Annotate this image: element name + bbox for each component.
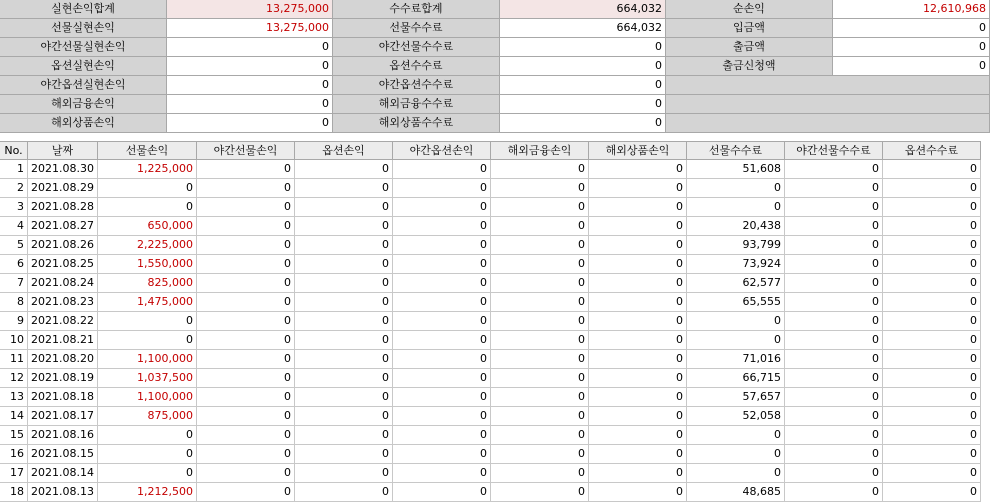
cell-no: 16 [0, 445, 28, 464]
summary-label: 해외금융수수료 [333, 95, 500, 114]
cell-futures-pnl: 2,225,000 [98, 236, 197, 255]
table-row[interactable] [0, 483, 981, 502]
summary-label: 야간선물실현손익 [0, 38, 167, 57]
cell-options-fee: 0 [883, 236, 981, 255]
cell-night-futures-fee: 0 [785, 293, 883, 312]
cell-options-pnl: 0 [295, 179, 393, 198]
summary-value: 0 [500, 57, 666, 76]
cell-date: 2021.08.17 [28, 407, 98, 426]
cell-overseas-commodity-pnl: 0 [589, 274, 687, 293]
cell-night-futures-pnl: 0 [197, 293, 295, 312]
cell-overseas-finance-pnl: 0 [491, 274, 589, 293]
cell-night-futures-fee: 0 [785, 160, 883, 179]
cell-futures-fee: 66,715 [687, 369, 785, 388]
table-row[interactable] [0, 179, 981, 198]
cell-futures-pnl: 0 [98, 331, 197, 350]
cell-overseas-finance-pnl: 0 [491, 255, 589, 274]
cell-night-futures-fee: 0 [785, 312, 883, 331]
cell-night-futures-pnl: 0 [197, 217, 295, 236]
cell-night-futures-fee: 0 [785, 464, 883, 483]
cell-options-fee: 0 [883, 160, 981, 179]
cell-options-fee: 0 [883, 179, 981, 198]
cell-night-futures-fee: 0 [785, 407, 883, 426]
column-header-no[interactable]: No. [0, 141, 28, 160]
table-row[interactable] [0, 255, 981, 274]
cell-date: 2021.08.28 [28, 198, 98, 217]
summary-value: 0 [167, 95, 333, 114]
cell-overseas-finance-pnl: 0 [491, 388, 589, 407]
cell-night-options-pnl: 0 [393, 369, 491, 388]
cell-futures-pnl: 1,212,500 [98, 483, 197, 502]
cell-night-options-pnl: 0 [393, 217, 491, 236]
cell-no: 7 [0, 274, 28, 293]
cell-night-futures-pnl: 0 [197, 388, 295, 407]
cell-futures-pnl: 1,225,000 [98, 160, 197, 179]
summary-label: 순손익 [666, 0, 833, 19]
cell-no: 9 [0, 312, 28, 331]
cell-date: 2021.08.15 [28, 445, 98, 464]
cell-night-futures-pnl: 0 [197, 350, 295, 369]
cell-no: 2 [0, 179, 28, 198]
cell-futures-fee: 0 [687, 198, 785, 217]
summary-empty-cell [666, 76, 990, 95]
cell-futures-fee: 71,016 [687, 350, 785, 369]
table-row[interactable] [0, 198, 981, 217]
cell-futures-fee: 57,657 [687, 388, 785, 407]
column-header-date[interactable]: 날짜 [28, 141, 98, 160]
summary-label: 옵션실현손익 [0, 57, 167, 76]
cell-options-fee: 0 [883, 331, 981, 350]
summary-label: 입금액 [666, 19, 833, 38]
cell-night-options-pnl: 0 [393, 236, 491, 255]
cell-night-futures-fee: 0 [785, 255, 883, 274]
column-header-options-fee[interactable]: 옵션수수료 [883, 141, 981, 160]
cell-overseas-commodity-pnl: 0 [589, 464, 687, 483]
cell-no: 14 [0, 407, 28, 426]
cell-options-pnl: 0 [295, 483, 393, 502]
cell-no: 11 [0, 350, 28, 369]
column-header-futures-fee[interactable]: 선물수수료 [687, 141, 785, 160]
cell-overseas-commodity-pnl: 0 [589, 179, 687, 198]
cell-options-pnl: 0 [295, 217, 393, 236]
cell-night-futures-fee: 0 [785, 274, 883, 293]
cell-no: 12 [0, 369, 28, 388]
cell-options-fee: 0 [883, 445, 981, 464]
cell-overseas-finance-pnl: 0 [491, 483, 589, 502]
cell-futures-pnl: 650,000 [98, 217, 197, 236]
cell-options-fee: 0 [883, 198, 981, 217]
table-row[interactable] [0, 464, 981, 483]
table-row[interactable] [0, 236, 981, 255]
summary-value: 0 [833, 57, 990, 76]
cell-options-fee: 0 [883, 312, 981, 331]
cell-night-options-pnl: 0 [393, 426, 491, 445]
table-row[interactable] [0, 369, 981, 388]
cell-overseas-finance-pnl: 0 [491, 312, 589, 331]
cell-overseas-finance-pnl: 0 [491, 217, 589, 236]
cell-futures-pnl: 0 [98, 464, 197, 483]
cell-night-futures-pnl: 0 [197, 369, 295, 388]
summary-label: 출금신청액 [666, 57, 833, 76]
cell-overseas-commodity-pnl: 0 [589, 426, 687, 445]
cell-futures-fee: 62,577 [687, 274, 785, 293]
table-row[interactable] [0, 217, 981, 236]
cell-futures-fee: 0 [687, 312, 785, 331]
cell-overseas-commodity-pnl: 0 [589, 483, 687, 502]
cell-no: 6 [0, 255, 28, 274]
cell-date: 2021.08.21 [28, 331, 98, 350]
summary-label: 야간옵션수수료 [333, 76, 500, 95]
cell-overseas-commodity-pnl: 0 [589, 236, 687, 255]
cell-futures-pnl: 1,037,500 [98, 369, 197, 388]
table-row[interactable] [0, 426, 981, 445]
summary-value: 0 [500, 95, 666, 114]
cell-no: 1 [0, 160, 28, 179]
cell-date: 2021.08.27 [28, 217, 98, 236]
cell-night-options-pnl: 0 [393, 445, 491, 464]
summary-label: 실현손익합계 [0, 0, 167, 19]
cell-overseas-finance-pnl: 0 [491, 179, 589, 198]
cell-options-fee: 0 [883, 217, 981, 236]
cell-options-fee: 0 [883, 483, 981, 502]
column-header-overseas-commodity-pnl[interactable]: 해외상품손익 [589, 141, 687, 160]
summary-value: 0 [833, 38, 990, 57]
cell-futures-pnl: 0 [98, 179, 197, 198]
cell-overseas-commodity-pnl: 0 [589, 160, 687, 179]
table-row[interactable] [0, 274, 981, 293]
table-row[interactable] [0, 312, 981, 331]
cell-date: 2021.08.18 [28, 388, 98, 407]
cell-overseas-finance-pnl: 0 [491, 369, 589, 388]
cell-date: 2021.08.20 [28, 350, 98, 369]
cell-night-futures-pnl: 0 [197, 464, 295, 483]
cell-futures-fee: 0 [687, 331, 785, 350]
cell-night-futures-fee: 0 [785, 350, 883, 369]
cell-date: 2021.08.19 [28, 369, 98, 388]
cell-no: 4 [0, 217, 28, 236]
cell-options-pnl: 0 [295, 350, 393, 369]
cell-overseas-finance-pnl: 0 [491, 331, 589, 350]
cell-night-futures-fee: 0 [785, 445, 883, 464]
cell-date: 2021.08.16 [28, 426, 98, 445]
cell-overseas-commodity-pnl: 0 [589, 198, 687, 217]
cell-futures-fee: 73,924 [687, 255, 785, 274]
cell-night-futures-pnl: 0 [197, 331, 295, 350]
cell-date: 2021.08.23 [28, 293, 98, 312]
cell-options-fee: 0 [883, 388, 981, 407]
cell-overseas-commodity-pnl: 0 [589, 407, 687, 426]
cell-overseas-finance-pnl: 0 [491, 160, 589, 179]
cell-night-futures-pnl: 0 [197, 407, 295, 426]
cell-date: 2021.08.22 [28, 312, 98, 331]
cell-night-options-pnl: 0 [393, 388, 491, 407]
cell-options-pnl: 0 [295, 388, 393, 407]
cell-options-fee: 0 [883, 369, 981, 388]
cell-options-pnl: 0 [295, 312, 393, 331]
cell-overseas-commodity-pnl: 0 [589, 388, 687, 407]
cell-futures-pnl: 1,100,000 [98, 350, 197, 369]
cell-night-options-pnl: 0 [393, 293, 491, 312]
table-row[interactable] [0, 388, 981, 407]
cell-night-futures-pnl: 0 [197, 236, 295, 255]
table-row[interactable] [0, 445, 981, 464]
cell-night-futures-fee: 0 [785, 369, 883, 388]
cell-night-options-pnl: 0 [393, 179, 491, 198]
cell-overseas-finance-pnl: 0 [491, 350, 589, 369]
cell-futures-pnl: 825,000 [98, 274, 197, 293]
cell-futures-pnl: 0 [98, 198, 197, 217]
cell-date: 2021.08.14 [28, 464, 98, 483]
cell-futures-pnl: 1,550,000 [98, 255, 197, 274]
cell-options-pnl: 0 [295, 369, 393, 388]
cell-night-futures-fee: 0 [785, 483, 883, 502]
cell-night-futures-pnl: 0 [197, 426, 295, 445]
column-header-futures-pnl[interactable]: 선물손익 [98, 141, 197, 160]
cell-futures-fee: 52,058 [687, 407, 785, 426]
cell-overseas-commodity-pnl: 0 [589, 312, 687, 331]
cell-night-futures-fee: 0 [785, 179, 883, 198]
cell-night-futures-pnl: 0 [197, 483, 295, 502]
summary-panel [0, 0, 986, 136]
summary-value: 664,032 [500, 19, 666, 38]
cell-overseas-finance-pnl: 0 [491, 464, 589, 483]
cell-night-futures-fee: 0 [785, 198, 883, 217]
table-row[interactable] [0, 350, 981, 369]
cell-overseas-finance-pnl: 0 [491, 426, 589, 445]
cell-options-pnl: 0 [295, 445, 393, 464]
summary-value: 0 [167, 57, 333, 76]
cell-options-pnl: 0 [295, 255, 393, 274]
cell-overseas-finance-pnl: 0 [491, 293, 589, 312]
cell-futures-fee: 93,799 [687, 236, 785, 255]
cell-night-futures-fee: 0 [785, 426, 883, 445]
cell-night-options-pnl: 0 [393, 331, 491, 350]
summary-label: 야간선물수수료 [333, 38, 500, 57]
cell-night-futures-pnl: 0 [197, 445, 295, 464]
cell-futures-pnl: 1,475,000 [98, 293, 197, 312]
cell-night-futures-pnl: 0 [197, 312, 295, 331]
cell-night-options-pnl: 0 [393, 255, 491, 274]
cell-overseas-finance-pnl: 0 [491, 407, 589, 426]
column-header-night-options-pnl[interactable]: 야간옵션손익 [393, 141, 491, 160]
summary-value: 0 [500, 38, 666, 57]
cell-no: 18 [0, 483, 28, 502]
cell-night-options-pnl: 0 [393, 160, 491, 179]
cell-options-fee: 0 [883, 426, 981, 445]
cell-futures-fee: 20,438 [687, 217, 785, 236]
cell-no: 5 [0, 236, 28, 255]
cell-night-futures-pnl: 0 [197, 198, 295, 217]
cell-date: 2021.08.24 [28, 274, 98, 293]
cell-night-futures-pnl: 0 [197, 160, 295, 179]
summary-value: 0 [167, 114, 333, 133]
cell-options-pnl: 0 [295, 407, 393, 426]
cell-overseas-commodity-pnl: 0 [589, 255, 687, 274]
summary-label: 선물실현손익 [0, 19, 167, 38]
column-header-night-futures-fee[interactable]: 야간선물수수료 [785, 141, 883, 160]
cell-overseas-finance-pnl: 0 [491, 236, 589, 255]
cell-options-pnl: 0 [295, 464, 393, 483]
cell-options-fee: 0 [883, 350, 981, 369]
summary-value: 0 [500, 114, 666, 133]
cell-overseas-commodity-pnl: 0 [589, 350, 687, 369]
cell-options-fee: 0 [883, 255, 981, 274]
summary-value: 0 [167, 76, 333, 95]
cell-futures-fee: 0 [687, 426, 785, 445]
cell-date: 2021.08.25 [28, 255, 98, 274]
table-row[interactable] [0, 407, 981, 426]
cell-night-futures-fee: 0 [785, 331, 883, 350]
cell-options-pnl: 0 [295, 274, 393, 293]
column-header-overseas-finance-pnl[interactable]: 해외금융손익 [491, 141, 589, 160]
table-row[interactable] [0, 331, 981, 350]
table-row[interactable] [0, 293, 981, 312]
cell-no: 15 [0, 426, 28, 445]
cell-night-futures-pnl: 0 [197, 179, 295, 198]
summary-label: 야간옵션실현손익 [0, 76, 167, 95]
summary-value: 664,032 [500, 0, 666, 19]
cell-no: 10 [0, 331, 28, 350]
summary-empty-cell [666, 114, 990, 133]
cell-night-futures-fee: 0 [785, 388, 883, 407]
cell-futures-fee: 51,608 [687, 160, 785, 179]
column-header-night-futures-pnl[interactable]: 야간선물손익 [197, 141, 295, 160]
cell-night-futures-pnl: 0 [197, 255, 295, 274]
summary-label: 출금액 [666, 38, 833, 57]
cell-futures-fee: 65,555 [687, 293, 785, 312]
cell-options-fee: 0 [883, 464, 981, 483]
cell-futures-pnl: 0 [98, 445, 197, 464]
summary-label: 해외상품수수료 [333, 114, 500, 133]
cell-options-fee: 0 [883, 274, 981, 293]
table-row[interactable] [0, 160, 981, 179]
cell-overseas-finance-pnl: 0 [491, 445, 589, 464]
cell-options-fee: 0 [883, 293, 981, 312]
cell-night-futures-fee: 0 [785, 217, 883, 236]
cell-night-options-pnl: 0 [393, 274, 491, 293]
cell-date: 2021.08.29 [28, 179, 98, 198]
cell-options-pnl: 0 [295, 236, 393, 255]
cell-options-pnl: 0 [295, 293, 393, 312]
cell-night-options-pnl: 0 [393, 198, 491, 217]
cell-no: 3 [0, 198, 28, 217]
cell-overseas-finance-pnl: 0 [491, 198, 589, 217]
cell-futures-fee: 0 [687, 445, 785, 464]
cell-futures-pnl: 0 [98, 426, 197, 445]
cell-overseas-commodity-pnl: 0 [589, 217, 687, 236]
summary-label: 해외상품손익 [0, 114, 167, 133]
summary-value: 13,275,000 [167, 0, 333, 19]
column-header-options-pnl[interactable]: 옵션손익 [295, 141, 393, 160]
cell-overseas-commodity-pnl: 0 [589, 445, 687, 464]
cell-futures-pnl: 875,000 [98, 407, 197, 426]
cell-futures-fee: 0 [687, 464, 785, 483]
cell-date: 2021.08.26 [28, 236, 98, 255]
cell-options-fee: 0 [883, 407, 981, 426]
summary-empty-cell [666, 95, 990, 114]
cell-overseas-commodity-pnl: 0 [589, 369, 687, 388]
cell-no: 8 [0, 293, 28, 312]
cell-options-pnl: 0 [295, 198, 393, 217]
cell-futures-pnl: 1,100,000 [98, 388, 197, 407]
summary-value: 0 [833, 19, 990, 38]
cell-night-options-pnl: 0 [393, 483, 491, 502]
cell-futures-fee: 0 [687, 179, 785, 198]
cell-futures-fee: 48,685 [687, 483, 785, 502]
cell-date: 2021.08.30 [28, 160, 98, 179]
cell-options-pnl: 0 [295, 331, 393, 350]
cell-date: 2021.08.13 [28, 483, 98, 502]
table-header [0, 141, 981, 160]
summary-value: 0 [167, 38, 333, 57]
summary-value: 12,610,968 [833, 0, 990, 19]
cell-night-options-pnl: 0 [393, 312, 491, 331]
cell-no: 13 [0, 388, 28, 407]
cell-options-pnl: 0 [295, 160, 393, 179]
cell-night-options-pnl: 0 [393, 407, 491, 426]
cell-night-options-pnl: 0 [393, 350, 491, 369]
cell-options-pnl: 0 [295, 426, 393, 445]
cell-night-futures-fee: 0 [785, 236, 883, 255]
cell-futures-pnl: 0 [98, 312, 197, 331]
summary-label: 해외금융손익 [0, 95, 167, 114]
summary-value: 0 [500, 76, 666, 95]
summary-label: 선물수수료 [333, 19, 500, 38]
summary-label: 수수료합계 [333, 0, 500, 19]
cell-no: 17 [0, 464, 28, 483]
summary-value: 13,275,000 [167, 19, 333, 38]
cell-night-futures-pnl: 0 [197, 274, 295, 293]
cell-night-options-pnl: 0 [393, 464, 491, 483]
cell-overseas-commodity-pnl: 0 [589, 293, 687, 312]
cell-overseas-commodity-pnl: 0 [589, 331, 687, 350]
summary-label: 옵션수수료 [333, 57, 500, 76]
